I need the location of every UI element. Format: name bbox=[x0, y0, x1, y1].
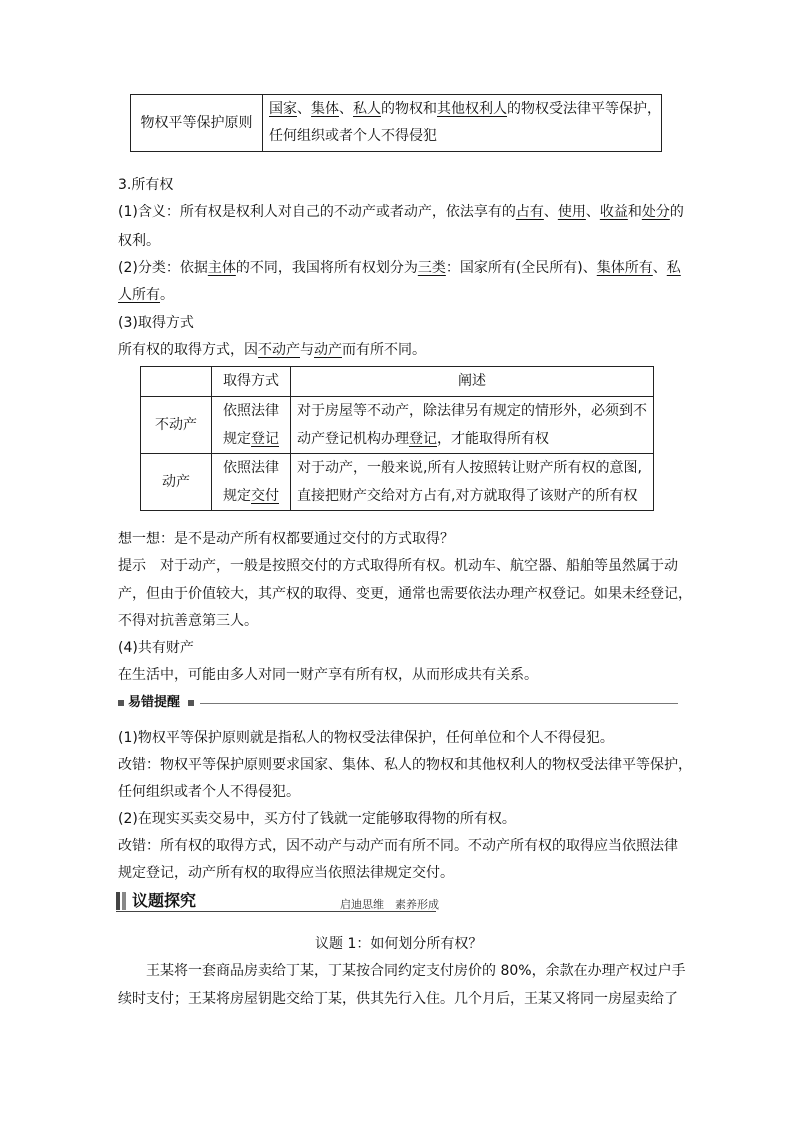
text-run: 的 bbox=[669, 204, 684, 220]
banner-underline bbox=[116, 911, 436, 912]
acquisition-intro bbox=[118, 340, 426, 360]
header-label: 阐述 bbox=[458, 373, 486, 389]
method-cell bbox=[212, 454, 291, 511]
text-run: (1)含义：所有权是权利人对自己的不动产或者动产，依法享有的 bbox=[118, 204, 516, 220]
desc-cell bbox=[291, 454, 654, 511]
underlined-term: 其他权利人 bbox=[437, 101, 507, 117]
desc-line1: 对于房屋等不动产，除法律另有规定的情形外，必须到不 bbox=[297, 403, 647, 419]
underlined-term: 私 bbox=[666, 260, 681, 276]
header-cell-empty bbox=[141, 367, 212, 397]
banner-bar-icon bbox=[116, 892, 120, 910]
text-run: 的物权受法律平等保护， bbox=[507, 101, 661, 117]
underlined-term: 登记 bbox=[409, 431, 437, 447]
topic-paragraph-line bbox=[118, 961, 686, 981]
mistakes-heading-strip bbox=[118, 694, 678, 712]
underlined-term: 占有 bbox=[515, 204, 544, 220]
meaning-line1 bbox=[118, 202, 684, 222]
desc-line2 bbox=[297, 425, 653, 453]
underlined-term: 交付 bbox=[251, 488, 279, 504]
classification-line2 bbox=[118, 285, 174, 305]
text-run: 的不同，我国将所有权划分为 bbox=[235, 260, 418, 276]
underlined-term: 使用 bbox=[557, 204, 586, 220]
banner-title: 议题探究 bbox=[132, 891, 197, 910]
principle-desc-line2: 任何组织或者个人不得侵犯 bbox=[269, 128, 437, 144]
topic-paragraph-line: 续时支付；王某将房屋钥匙交给丁某，供其先行入住。几个月后，王某又将同一房屋卖给了 bbox=[118, 991, 678, 1007]
mistake-2: (2)在现实买卖交易中，买方付了钱就一定能够取得物的所有权。 bbox=[118, 811, 516, 827]
banner-subtitle: 启迪思维 素养形成 bbox=[340, 898, 439, 911]
separator: 、 bbox=[297, 101, 311, 117]
mistakes-heading: 易错提醒 bbox=[128, 695, 181, 710]
section-title: 3.所有权 bbox=[118, 177, 174, 193]
underlined-term: 处分 bbox=[641, 204, 670, 220]
mistake-1: (1)物权平等保护原则就是指私人的物权受法律保护，任何单位和个人不得侵犯。 bbox=[118, 730, 614, 746]
text-run: 规定 bbox=[223, 431, 251, 447]
underlined-term: 集体 bbox=[311, 101, 339, 117]
correction-1-line: 改错：物权平等保护原则要求国家、集体、私人的物权和其他权利人的物权受法律平等保护， bbox=[118, 757, 692, 773]
text-run: ：国家所有(全民所有)、 bbox=[445, 260, 597, 276]
underlined-term: 私人 bbox=[353, 101, 381, 117]
joint-text: 在生活中，可能由多人对同一财产享有所有权，从而形成共有关系。 bbox=[118, 667, 538, 683]
method-line1: 依照法律 bbox=[223, 403, 279, 419]
underlined-term: 登记 bbox=[251, 431, 279, 447]
text-run: 王某将一套商品房卖给丁某，丁某按合同约定支付房价的 80%，余款在办理产权过户手 bbox=[146, 963, 686, 979]
underlined-term: 不动产 bbox=[258, 342, 300, 358]
method-line2 bbox=[212, 482, 290, 510]
think-question: 想一想：是不是动产所有权都要通过交付的方式取得？ bbox=[118, 531, 454, 547]
correction-1-line: 任何组织或者个人不得侵犯。 bbox=[118, 784, 300, 800]
correction-2-line: 规定登记，动产所有权的取得应当依照法律规定交付。 bbox=[118, 865, 454, 881]
underlined-term: 主体 bbox=[207, 260, 236, 276]
text-run: 的物权和 bbox=[381, 101, 437, 117]
type-label: 动产 bbox=[162, 473, 190, 490]
desc-line2: 直接把财产交给对方占有,对方就取得了该财产的所有权 bbox=[297, 488, 638, 504]
table-row bbox=[141, 454, 654, 511]
method-line2 bbox=[212, 425, 290, 453]
text-run: 动产登记机构办理 bbox=[297, 431, 409, 447]
table-header-row bbox=[141, 367, 654, 397]
separator: 、 bbox=[339, 101, 353, 117]
joint-title: (4)共有财产 bbox=[118, 640, 194, 656]
heading-divider bbox=[200, 703, 678, 704]
table-row bbox=[141, 397, 654, 454]
header-label: 取得方式 bbox=[223, 373, 279, 389]
underlined-term: 动产 bbox=[314, 342, 342, 358]
underlined-term: 集体所有 bbox=[596, 260, 653, 276]
text-run: 而有所不同。 bbox=[342, 342, 426, 358]
method-line1: 依照法律 bbox=[223, 460, 279, 476]
hint-line: 产，但由于价值较大，其产权的取得、变更，通常也需要依法办理产权登记。如果未经登记， bbox=[118, 586, 692, 602]
square-bullet-icon bbox=[188, 700, 194, 706]
separator: 、 bbox=[652, 260, 667, 276]
principle-desc-cell bbox=[263, 95, 662, 152]
underlined-term: 人所有 bbox=[118, 287, 160, 303]
topic-title: 议题 1：如何划分所有权？ bbox=[315, 936, 483, 952]
correction-2-line: 改错：所有权的取得方式，因不动产与动产而有所不同。不动产所有权的取得应当依照法律 bbox=[118, 838, 678, 854]
hint-line: 提示 对于动产，一般是按照交付的方式取得所有权。机动车、航空器、船舶等虽然属于动 bbox=[118, 558, 678, 574]
hint-line: 不得对抗善意第三人。 bbox=[118, 613, 258, 629]
text-run: 规定 bbox=[223, 488, 251, 504]
banner-bar-icon bbox=[122, 892, 126, 910]
text-run: 所有权的取得方式，因 bbox=[118, 342, 258, 358]
acquisition-title: (3)取得方式 bbox=[118, 315, 194, 331]
type-cell bbox=[141, 397, 212, 454]
principle-label: 物权平等保护原则 bbox=[140, 114, 253, 131]
square-bullet-icon bbox=[118, 700, 124, 706]
principle-desc-line1 bbox=[269, 96, 661, 123]
desc-line1: 对于动产，一般来说,所有人按照转让财产所有权的意图, bbox=[297, 460, 642, 476]
meaning-line2: 权利。 bbox=[118, 233, 160, 249]
header-cell-desc bbox=[291, 367, 654, 397]
text-run: 与 bbox=[300, 342, 314, 358]
header-cell-method bbox=[212, 367, 291, 397]
text-run: (2)分类：依据 bbox=[118, 260, 208, 276]
classification-line1 bbox=[118, 258, 681, 278]
separator: 、 bbox=[585, 204, 600, 220]
principle-table bbox=[130, 94, 662, 152]
acquisition-table bbox=[140, 366, 654, 511]
underlined-term: 三类 bbox=[417, 260, 446, 276]
underlined-term: 国家 bbox=[269, 101, 297, 117]
text-run: 和 bbox=[627, 204, 642, 220]
topic-banner bbox=[116, 890, 439, 912]
text-run: ，才能取得所有权 bbox=[437, 431, 549, 447]
type-cell bbox=[141, 454, 212, 511]
desc-cell bbox=[291, 397, 654, 454]
principle-label-cell bbox=[131, 95, 263, 152]
type-label: 不动产 bbox=[155, 416, 197, 433]
method-cell bbox=[212, 397, 291, 454]
underlined-term: 收益 bbox=[599, 204, 628, 220]
separator: 、 bbox=[543, 204, 558, 220]
text-run: 。 bbox=[160, 287, 174, 303]
